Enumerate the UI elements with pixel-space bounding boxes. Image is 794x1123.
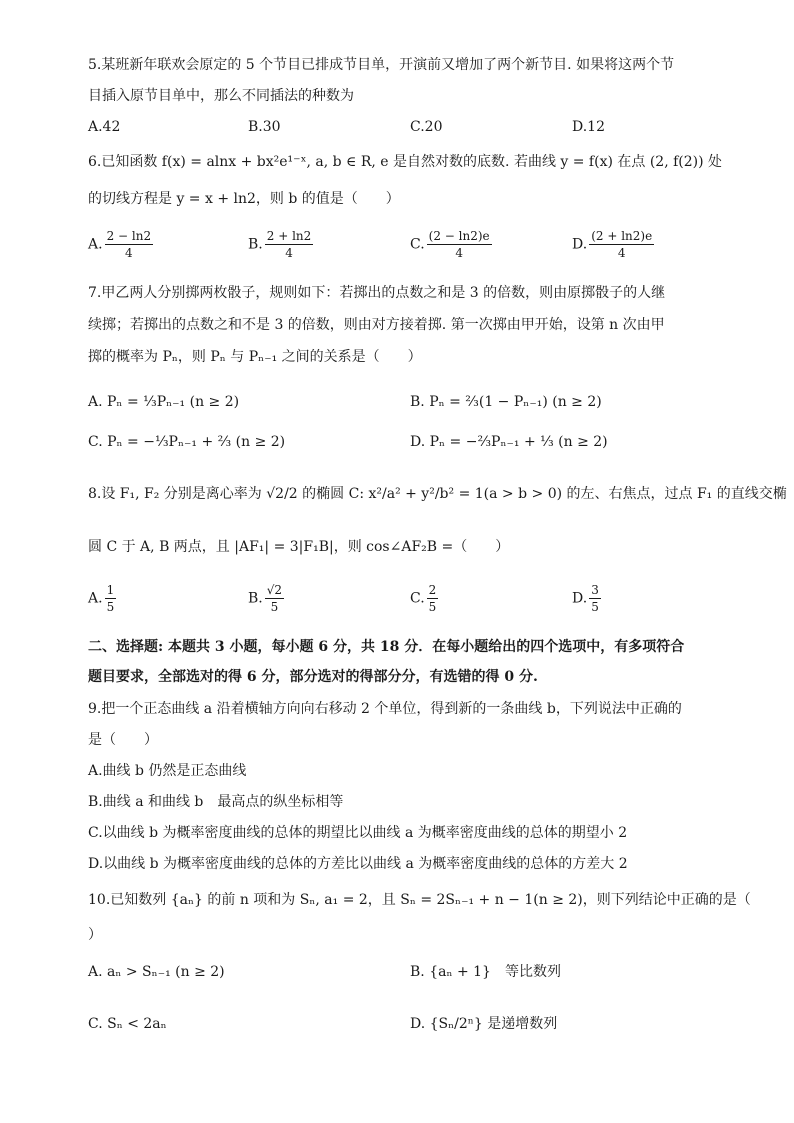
q6-option-a: A. $\frac{2 - \ln 2}{4}$ xyxy=(88,229,152,260)
q9-option-d: D.以曲线 b 为概率密度曲线的总体的方差比以曲线 a 为概率密度曲线的总体的方差大 2 xyxy=(88,856,628,872)
q6-stem-line1: 6.已知函数 f(x) = alnx + bx²e¹⁻ˣ, a, b ∈ R, e 是自然对数的底数. 若曲线 y = f(x) 在点 (2, f(2)) 处 xyxy=(88,154,723,170)
q6-d-den: 4 xyxy=(617,246,626,260)
q7-stem-line3: 掷的概率为 Pₙ，则 Pₙ 与 Pₙ₋₁ 之间的关系是（ ） xyxy=(88,349,422,365)
q7-option-c: C. Pₙ = −⅓Pₙ₋₁ + ⅔ (n ≥ 2) xyxy=(88,434,286,450)
q9-stem-line2: 是（ ） xyxy=(88,732,158,748)
q10-option-c: C. Sₙ < 2aₙ xyxy=(88,1016,167,1032)
q9-stem-line1: 9.把一个正态曲线 a 沿着横轴方向向右移动 2 个单位，得到新的一条曲线 b，下列说法中正确的 xyxy=(88,701,682,717)
q7-stem-line1: 7.甲乙两人分别掷两枚骰子，规则如下：若掷出的点数之和是 3 的倍数，则由原掷骰子的人继 xyxy=(88,285,666,301)
q6-stem-line2: 的切线方程是 y = x + ln2，则 b 的值是（ ） xyxy=(88,191,400,207)
q6-option-d: D. $\frac{(2 + \ln 2)e}{4}$ xyxy=(572,229,653,260)
q8-b-den: 5 xyxy=(270,600,279,614)
q8-b-num: √2 xyxy=(266,583,283,597)
q8-d-den: 5 xyxy=(591,600,599,614)
q8-a-den: 5 xyxy=(106,600,115,614)
q7-stem-line2: 续掷；若掷出的点数之和不是 3 的倍数，则由对方接着掷. 第一次掷由甲开始，设第 n 次由甲 xyxy=(88,317,665,333)
q9-option-c: C.以曲线 b 为概率密度曲线的总体的期望比以曲线 a 为概率密度曲线的总体的期望小 2 xyxy=(88,825,628,841)
section2-heading-line2: 题目要求，全部选对的得 6 分，部分选对的得部分分，有选错的得 0 分. xyxy=(88,669,538,685)
q10-option-b: B. {aₙ + 1} 等比数列 xyxy=(410,964,561,980)
q5-option-d: D.12 xyxy=(572,119,605,135)
q6-a-den: 4 xyxy=(125,246,133,260)
q8-option-a: A. $\frac{1}{5}$ xyxy=(88,583,115,614)
q8-stem-line2: 圆 C 于 A, B 两点，且 |AF₁| = 3|F₁B|，则 cos∠AF₂B =（ ） xyxy=(88,539,510,555)
q5-stem-line1: 5.某班新年联欢会原定的 5 个节目已排成节目单，开演前又增加了两个新节目. 如果将这两个节 xyxy=(88,57,675,73)
q7-option-b: B. Pₙ = ⅔(1 − Pₙ₋₁) (n ≥ 2) xyxy=(410,394,602,410)
q10-option-d: D. {Sₙ/2ⁿ} 是递增数列 xyxy=(410,1016,558,1032)
q10-stem-line1: 10.已知数列 {aₙ} 的前 n 项和为 Sₙ, a₁ = 2，且 Sₙ = 2Sₙ₋₁ + n − 1(n ≥ 2)，则下列结论中正确的是（ xyxy=(88,892,751,908)
q6-a-num: 2 − ln2 xyxy=(106,229,152,243)
q10-option-a: A. aₙ > Sₙ₋₁ (n ≥ 2) xyxy=(88,964,225,980)
q6-option-b: B. $\frac{2 + \ln 2}{4}$ xyxy=(248,229,312,260)
q8-d-num: 3 xyxy=(591,583,599,597)
q5-option-b: B.30 xyxy=(248,119,281,135)
q5-option-a: A.42 xyxy=(88,119,121,135)
q8-c-num: 2 xyxy=(428,583,437,597)
q8-c-den: 5 xyxy=(428,600,437,614)
q6-b-den: 4 xyxy=(285,246,293,260)
section2-heading-line1: 二、选择题: 本题共 3 小题，每小题 6 分，共 18 分．在每小题给出的四个选项中，有多项符合 xyxy=(88,639,685,655)
q7-option-d: D. Pₙ = −⅔Pₙ₋₁ + ⅓ (n ≥ 2) xyxy=(410,434,608,450)
q8-a-num: 1 xyxy=(106,583,115,597)
q8-option-d: D. $\frac{3}{5}$ xyxy=(572,583,599,614)
q8-option-b: B. $\frac{√2}{5}$ xyxy=(248,583,283,614)
q6-option-c: C. $\frac{(2 - \ln 2)e}{4}$ xyxy=(410,229,490,260)
q5-stem-line2: 目插入原节目单中，那么不同插法的种数为 xyxy=(88,88,354,104)
q7-option-a: A. Pₙ = ⅓Pₙ₋₁ (n ≥ 2) xyxy=(88,394,240,410)
q8-option-c: C. $\frac{2}{5}$ xyxy=(410,583,437,614)
q5-option-c: C.20 xyxy=(410,119,443,135)
q6-b-num: 2 + ln2 xyxy=(266,229,312,243)
q8-stem-line1: 8.设 F₁, F₂ 分别是离心率为 √2/2 的椭圆 C: x²/a² + y²/b² = 1(a > b > 0) 的左、右焦点，过点 F₁ 的直线交椭 xyxy=(88,486,787,502)
q9-option-a: A.曲线 b 仍然是正态曲线 xyxy=(88,763,247,779)
q6-c-num: (2 − ln2)e xyxy=(428,229,490,243)
q9-option-b: B.曲线 a 和曲线 b 最高点的纵坐标相等 xyxy=(88,794,344,810)
q10-stem-line2: ） xyxy=(88,927,102,943)
q6-c-den: 4 xyxy=(455,246,463,260)
q6-d-num: (2 + ln2)e xyxy=(591,229,653,243)
